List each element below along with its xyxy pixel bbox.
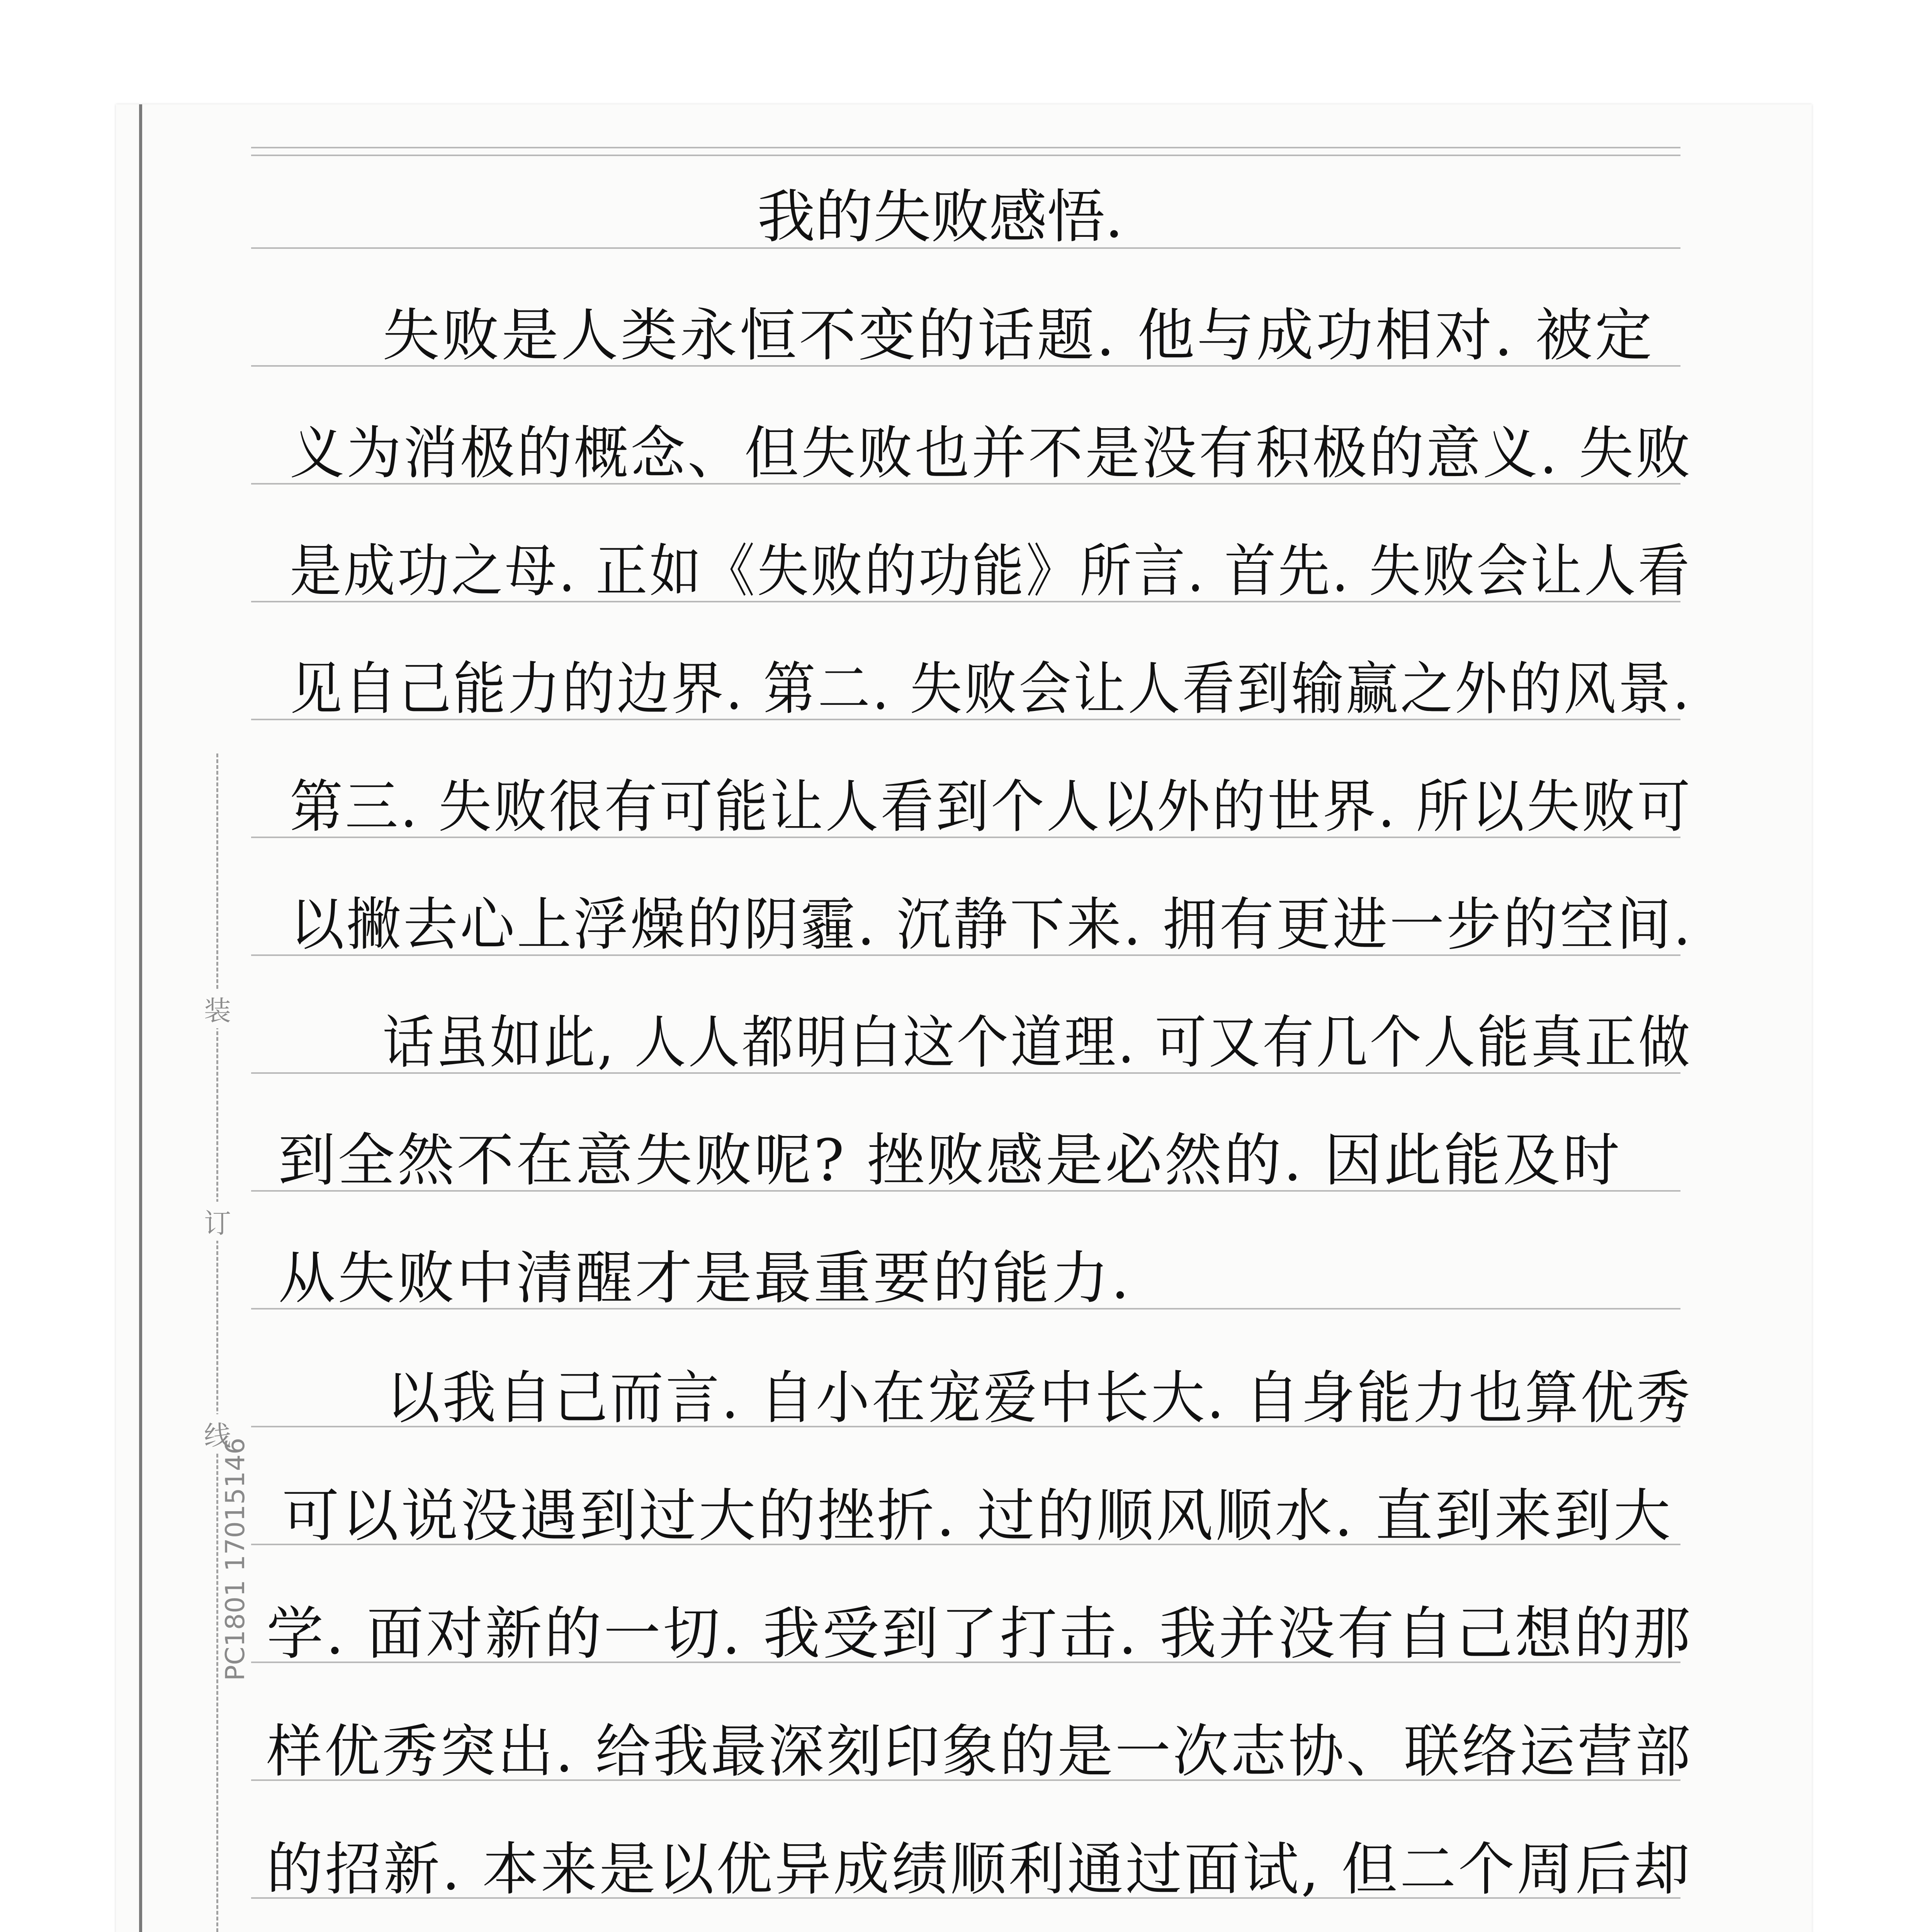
text-line: 见自己能力的边界. 第二. 失败会让人看到输赢之外的风景. bbox=[290, 656, 1692, 722]
text-line: 可以说没遇到过大的挫折. 过的顺风顺水. 直到来到大 bbox=[282, 1483, 1673, 1549]
paper-left-edge bbox=[139, 104, 142, 1932]
binding-char-zhuang: 装 bbox=[196, 989, 239, 1028]
binding-char-ding: 订 bbox=[196, 1202, 239, 1241]
text-line: 失败是人类永恒不变的话题. 他与成功相对. 被定 bbox=[382, 302, 1655, 369]
page-title: 我的失败感悟. bbox=[757, 184, 1123, 251]
ruled-line bbox=[251, 155, 1680, 156]
text-line: 话虽如此, 人人都明白这个道理. 可又有几个人能真正做 bbox=[382, 1009, 1692, 1076]
text-line: 学. 面对新的一切. 我受到了打击. 我并没有自己想的那 bbox=[267, 1600, 1693, 1667]
binding-char-xian: 线 bbox=[196, 1414, 239, 1453]
paper-serial-number: PC1801 17015146 bbox=[220, 1437, 251, 1681]
text-line: 从失败中清醒才是最重要的能力. bbox=[278, 1245, 1132, 1311]
text-line: 样优秀突出. 给我最深刻印象的是一次志协、联络运营部 bbox=[267, 1718, 1693, 1785]
text-line: 的招新. 本来是以优异成绩顺利通过面试, 但二个周后却 bbox=[267, 1836, 1692, 1903]
text-line: 到全然不在意失败呢? 挫败感是必然的. 因此能及时 bbox=[278, 1127, 1622, 1194]
text-line: 第三. 失败很有可能让人看到个人以外的世界. 所以失败可 bbox=[290, 774, 1692, 840]
text-line: 是成功之母. 正如《失败的功能》所言. 首先. 失败会让人看 bbox=[290, 538, 1692, 604]
ruled-line bbox=[251, 147, 1680, 148]
text-line: 以撇去心上浮燥的阴霾. 沉静下来. 拥有更进一步的空间. bbox=[290, 891, 1693, 958]
binding-dashed-line bbox=[216, 753, 218, 1932]
text-line: 以我自己而言. 自小在宠爱中长大. 自身能力也算优秀 bbox=[386, 1365, 1692, 1431]
text-line: 义为消极的概念、但失败也并不是没有积极的意义. 失败 bbox=[290, 420, 1692, 486]
